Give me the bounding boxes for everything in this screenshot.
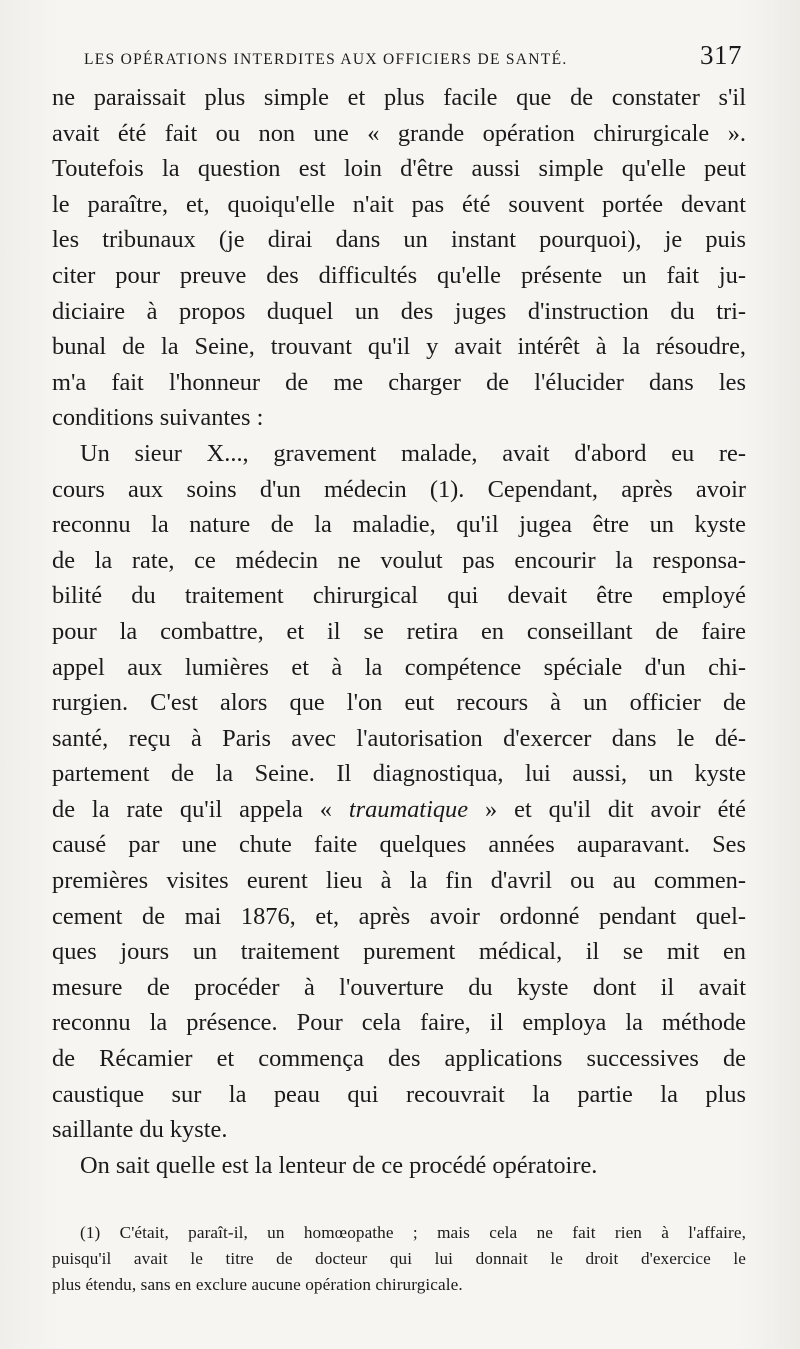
text-line: le paraître, et, quoiqu'elle n'ait pas été souvent portée devant [52, 190, 746, 218]
text-line: de la rate, ce médecin ne voulut pas encourir la responsa- [52, 546, 746, 574]
footnote-line: (1) C'était, paraît-il, un homœopathe ; mais cela ne fait rien à l'affaire, [80, 1223, 746, 1242]
footnote-line: plus étendu, sans en exclure aucune opération chirurgicale. [52, 1275, 463, 1294]
footnote-line: puisqu'il avait le titre de docteur qui lui donnait le droit d'exercice le [52, 1249, 746, 1268]
text-line: saillante du kyste. [52, 1116, 228, 1144]
text-line: reconnu la nature de la maladie, qu'il jugea être un kyste [52, 511, 746, 539]
text-line: conditions suivantes : [52, 404, 264, 432]
running-header [84, 40, 742, 74]
text-line: Un sieur X..., gravement malade, avait d'abord eu re- [80, 439, 746, 467]
page-number: 317 [700, 40, 742, 70]
paragraph-1 [52, 80, 746, 436]
paragraph-2 [52, 436, 746, 1148]
text-line: diciaire à propos duquel un des juges d'instruction du tri- [52, 297, 746, 325]
italic-term: traumatique [348, 795, 469, 823]
text-line: causé par une chute faite quelques années auparavant. Ses [52, 831, 746, 859]
footnote [52, 1220, 746, 1298]
text-line: ques jours un traitement purement médical, il se mit en [52, 938, 746, 966]
text-segment: » et qu'il dit avoir été [468, 795, 747, 823]
text-line: Toutefois la question est loin d'être aussi simple qu'elle peut [52, 155, 746, 183]
text-line: On sait quelle est la lenteur de ce procédé opératoire. [80, 1151, 598, 1179]
text-line: bilité du traitement chirurgical qui devait être employé [52, 582, 746, 610]
text-line: premières visites eurent lieu à la fin d'avril ou au commen- [52, 867, 746, 895]
text-line: rurgien. C'est alors que l'on eut recours à un officier de [52, 689, 746, 717]
running-title: LES OPÉRATIONS INTERDITES AUX OFFICIERS DE SANTÉ. [84, 51, 568, 68]
text-line: santé, reçu à Paris avec l'autorisation d'exercer dans le dé- [52, 724, 746, 752]
text-line: partement de la Seine. Il diagnostiqua, lui aussi, un kyste [52, 760, 746, 788]
text-segment: de la rate qu'il appela « [52, 795, 349, 823]
text-line: caustique sur la peau qui recouvrait la partie la plus [52, 1080, 746, 1108]
text-line: appel aux lumières et à la compétence spéciale d'un chi- [52, 653, 746, 681]
text-line: m'a fait l'honneur de me charger de l'élucider dans les [52, 368, 746, 396]
paragraph-3 [52, 1148, 746, 1184]
text-line: ne paraissait plus simple et plus facile que de constater s'il [52, 84, 746, 111]
text-line: pour la combattre, et il se retira en conseillant de faire [52, 617, 746, 645]
text-line: mesure de procéder à l'ouverture du kyste dont il avait [52, 973, 746, 1001]
text-line: cours aux soins d'un médecin (1). Cependant, après avoir [52, 475, 746, 503]
body-text [52, 80, 746, 1183]
text-line: reconnu la présence. Pour cela faire, il employa la méthode [52, 1009, 746, 1037]
text-line: cement de mai 1876, et, après avoir ordonné pendant quel- [52, 902, 746, 930]
text-line: bunal de la Seine, trouvant qu'il y avait intérêt à la résoudre, [52, 333, 746, 361]
text-line: citer pour preuve des difficultés qu'elle présente un fait ju- [52, 261, 746, 289]
text-line: les tribunaux (je dirai dans un instant pourquoi), je puis [52, 226, 746, 254]
text-line: avait été fait ou non une « grande opération chirurgicale ». [52, 119, 746, 147]
text-line: de Récamier et commença des applications successives de [52, 1045, 746, 1073]
text-line-with-italic [52, 792, 746, 828]
